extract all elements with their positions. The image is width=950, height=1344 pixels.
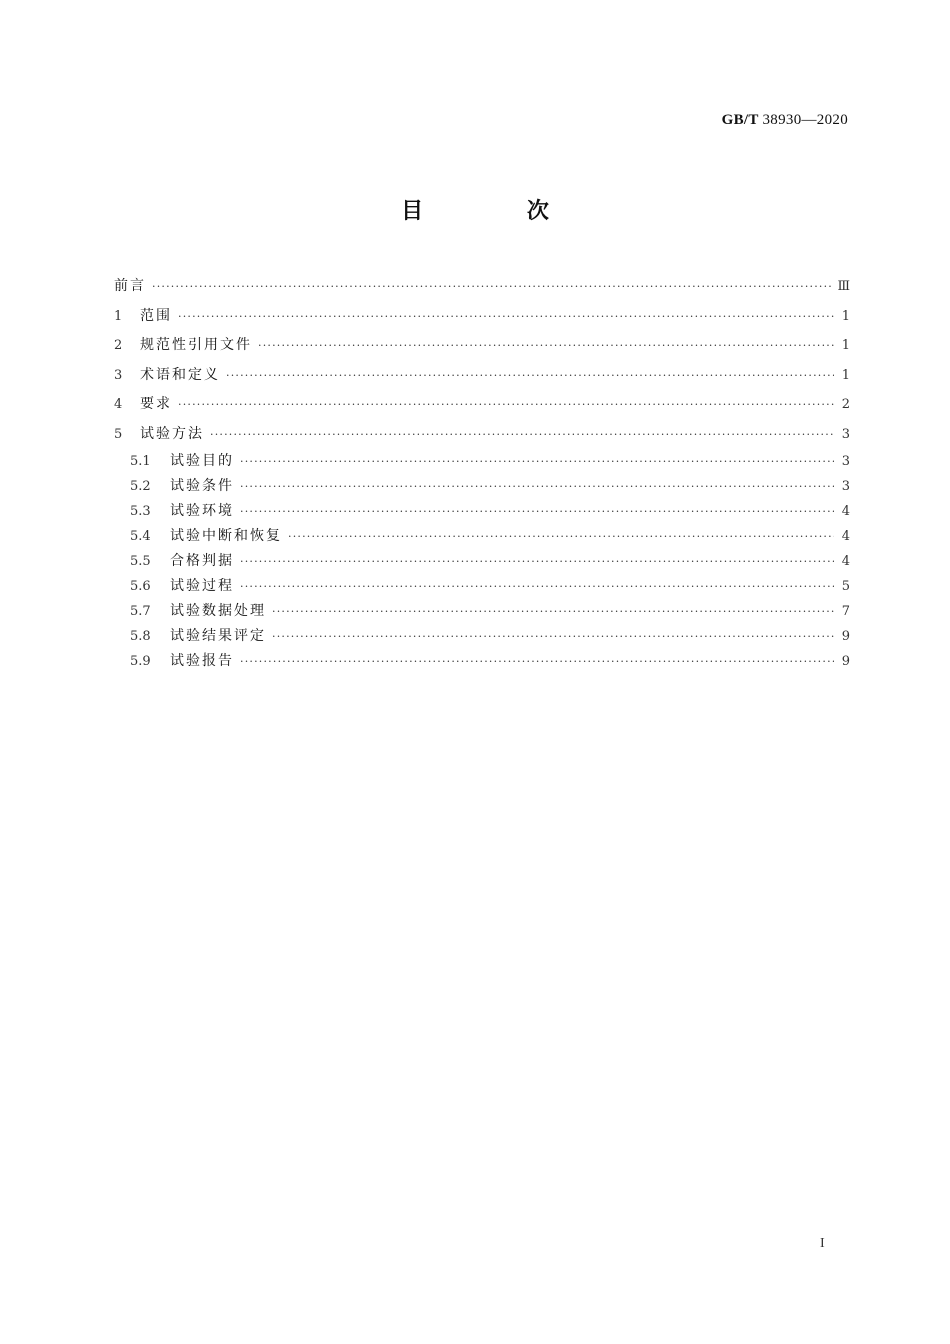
toc-entry[interactable] bbox=[114, 361, 850, 391]
toc-entry-label: 试验报告 bbox=[170, 653, 234, 669]
toc-entry-number: 1 bbox=[114, 308, 123, 324]
toc-entry-number: 5.1 bbox=[130, 454, 151, 469]
toc-entry-number: 2 bbox=[114, 338, 123, 353]
toc-entry-label: 要求 bbox=[140, 396, 172, 412]
toc-entry-page: 2 bbox=[841, 397, 850, 412]
toc-leader-dots bbox=[272, 599, 834, 624]
toc-entry-page: 4 bbox=[841, 504, 850, 519]
document-code bbox=[722, 112, 848, 129]
page-number: I bbox=[820, 1236, 825, 1251]
toc-leader-dots bbox=[240, 549, 834, 574]
toc-entry-label: 试验过程 bbox=[170, 578, 234, 594]
toc-entry-label: 试验方法 bbox=[140, 425, 204, 442]
toc-entry-number: 5.6 bbox=[130, 579, 151, 594]
toc-entry-label: 试验环境 bbox=[170, 503, 234, 519]
toc-entry-page: 5 bbox=[841, 579, 850, 594]
toc-leader-dots bbox=[288, 524, 834, 549]
toc-entry-page: 3 bbox=[841, 479, 850, 494]
toc-entry-page: 1 bbox=[841, 367, 850, 383]
toc-leader-dots bbox=[240, 649, 834, 674]
toc-entry[interactable] bbox=[114, 624, 850, 649]
toc-entry-label: 试验条件 bbox=[170, 478, 234, 494]
toc-leader-dots bbox=[178, 390, 834, 420]
toc-entry[interactable] bbox=[114, 272, 850, 302]
toc-entry-page: 4 bbox=[841, 529, 850, 544]
toc-entry-page: Ⅲ bbox=[837, 279, 850, 294]
toc-entry-label: 试验数据处理 bbox=[170, 603, 266, 619]
toc-entry-page: 4 bbox=[841, 554, 850, 569]
toc-leader-dots bbox=[240, 499, 834, 524]
toc-entry-page: 1 bbox=[841, 308, 850, 324]
toc-entry-page: 3 bbox=[841, 426, 850, 442]
toc-entry-page: 1 bbox=[841, 338, 850, 353]
toc-entry[interactable] bbox=[114, 599, 850, 624]
toc-entry[interactable] bbox=[114, 420, 850, 450]
toc-leader-dots bbox=[240, 474, 834, 499]
toc-entry[interactable] bbox=[114, 390, 850, 420]
toc-entry-page: 3 bbox=[841, 454, 850, 469]
toc-leader-dots bbox=[258, 331, 834, 361]
toc-entry[interactable] bbox=[114, 331, 850, 361]
toc-leader-dots bbox=[240, 449, 834, 474]
toc-entry-label: 规范性引用文件 bbox=[140, 337, 252, 353]
toc-entry-label: 试验结果评定 bbox=[170, 628, 266, 644]
toc-leader-dots bbox=[178, 302, 834, 332]
toc-entry-label: 前言 bbox=[114, 278, 146, 294]
page-title: 目 次 bbox=[401, 199, 597, 224]
toc-leader-dots bbox=[152, 272, 833, 302]
toc-leader-dots bbox=[272, 624, 834, 649]
toc-entry-page: 7 bbox=[841, 604, 850, 619]
toc-entry-page: 9 bbox=[841, 654, 850, 669]
toc-entry-number: 5.2 bbox=[130, 479, 151, 494]
toc-entry-number: 3 bbox=[114, 367, 123, 383]
toc-entry-label: 术语和定义 bbox=[140, 366, 220, 383]
toc-entry-label: 范围 bbox=[140, 307, 172, 324]
toc-entry[interactable] bbox=[114, 499, 850, 524]
toc-entry-page: 9 bbox=[841, 629, 850, 644]
toc-entry-number: 5.3 bbox=[130, 504, 151, 519]
toc-entry-number: 5.5 bbox=[130, 554, 151, 569]
toc-entry[interactable] bbox=[114, 302, 850, 332]
toc-entry-label: 合格判据 bbox=[170, 553, 234, 569]
table-of-contents bbox=[114, 272, 850, 674]
toc-entry-number: 5 bbox=[114, 426, 123, 442]
toc-entry[interactable] bbox=[114, 649, 850, 674]
toc-leader-dots bbox=[226, 361, 834, 391]
toc-entry[interactable] bbox=[114, 574, 850, 599]
toc-entry[interactable] bbox=[114, 524, 850, 549]
toc-entry[interactable] bbox=[114, 474, 850, 499]
toc-entry-number: 4 bbox=[114, 397, 123, 412]
toc-entry[interactable] bbox=[114, 549, 850, 574]
toc-entry-number: 5.4 bbox=[130, 529, 151, 544]
toc-entry[interactable] bbox=[114, 449, 850, 474]
toc-entry-label: 试验目的 bbox=[170, 453, 234, 469]
toc-entry-label: 试验中断和恢复 bbox=[170, 528, 282, 544]
toc-leader-dots bbox=[210, 420, 834, 450]
toc-entry-number: 5.8 bbox=[130, 629, 151, 644]
toc-leader-dots bbox=[240, 574, 834, 599]
document-code-number: 38930—2020 bbox=[762, 112, 848, 128]
toc-entry-number: 5.7 bbox=[130, 604, 151, 619]
toc-entry-number: 5.9 bbox=[130, 654, 151, 669]
document-code-prefix: GB/T bbox=[721, 112, 759, 128]
